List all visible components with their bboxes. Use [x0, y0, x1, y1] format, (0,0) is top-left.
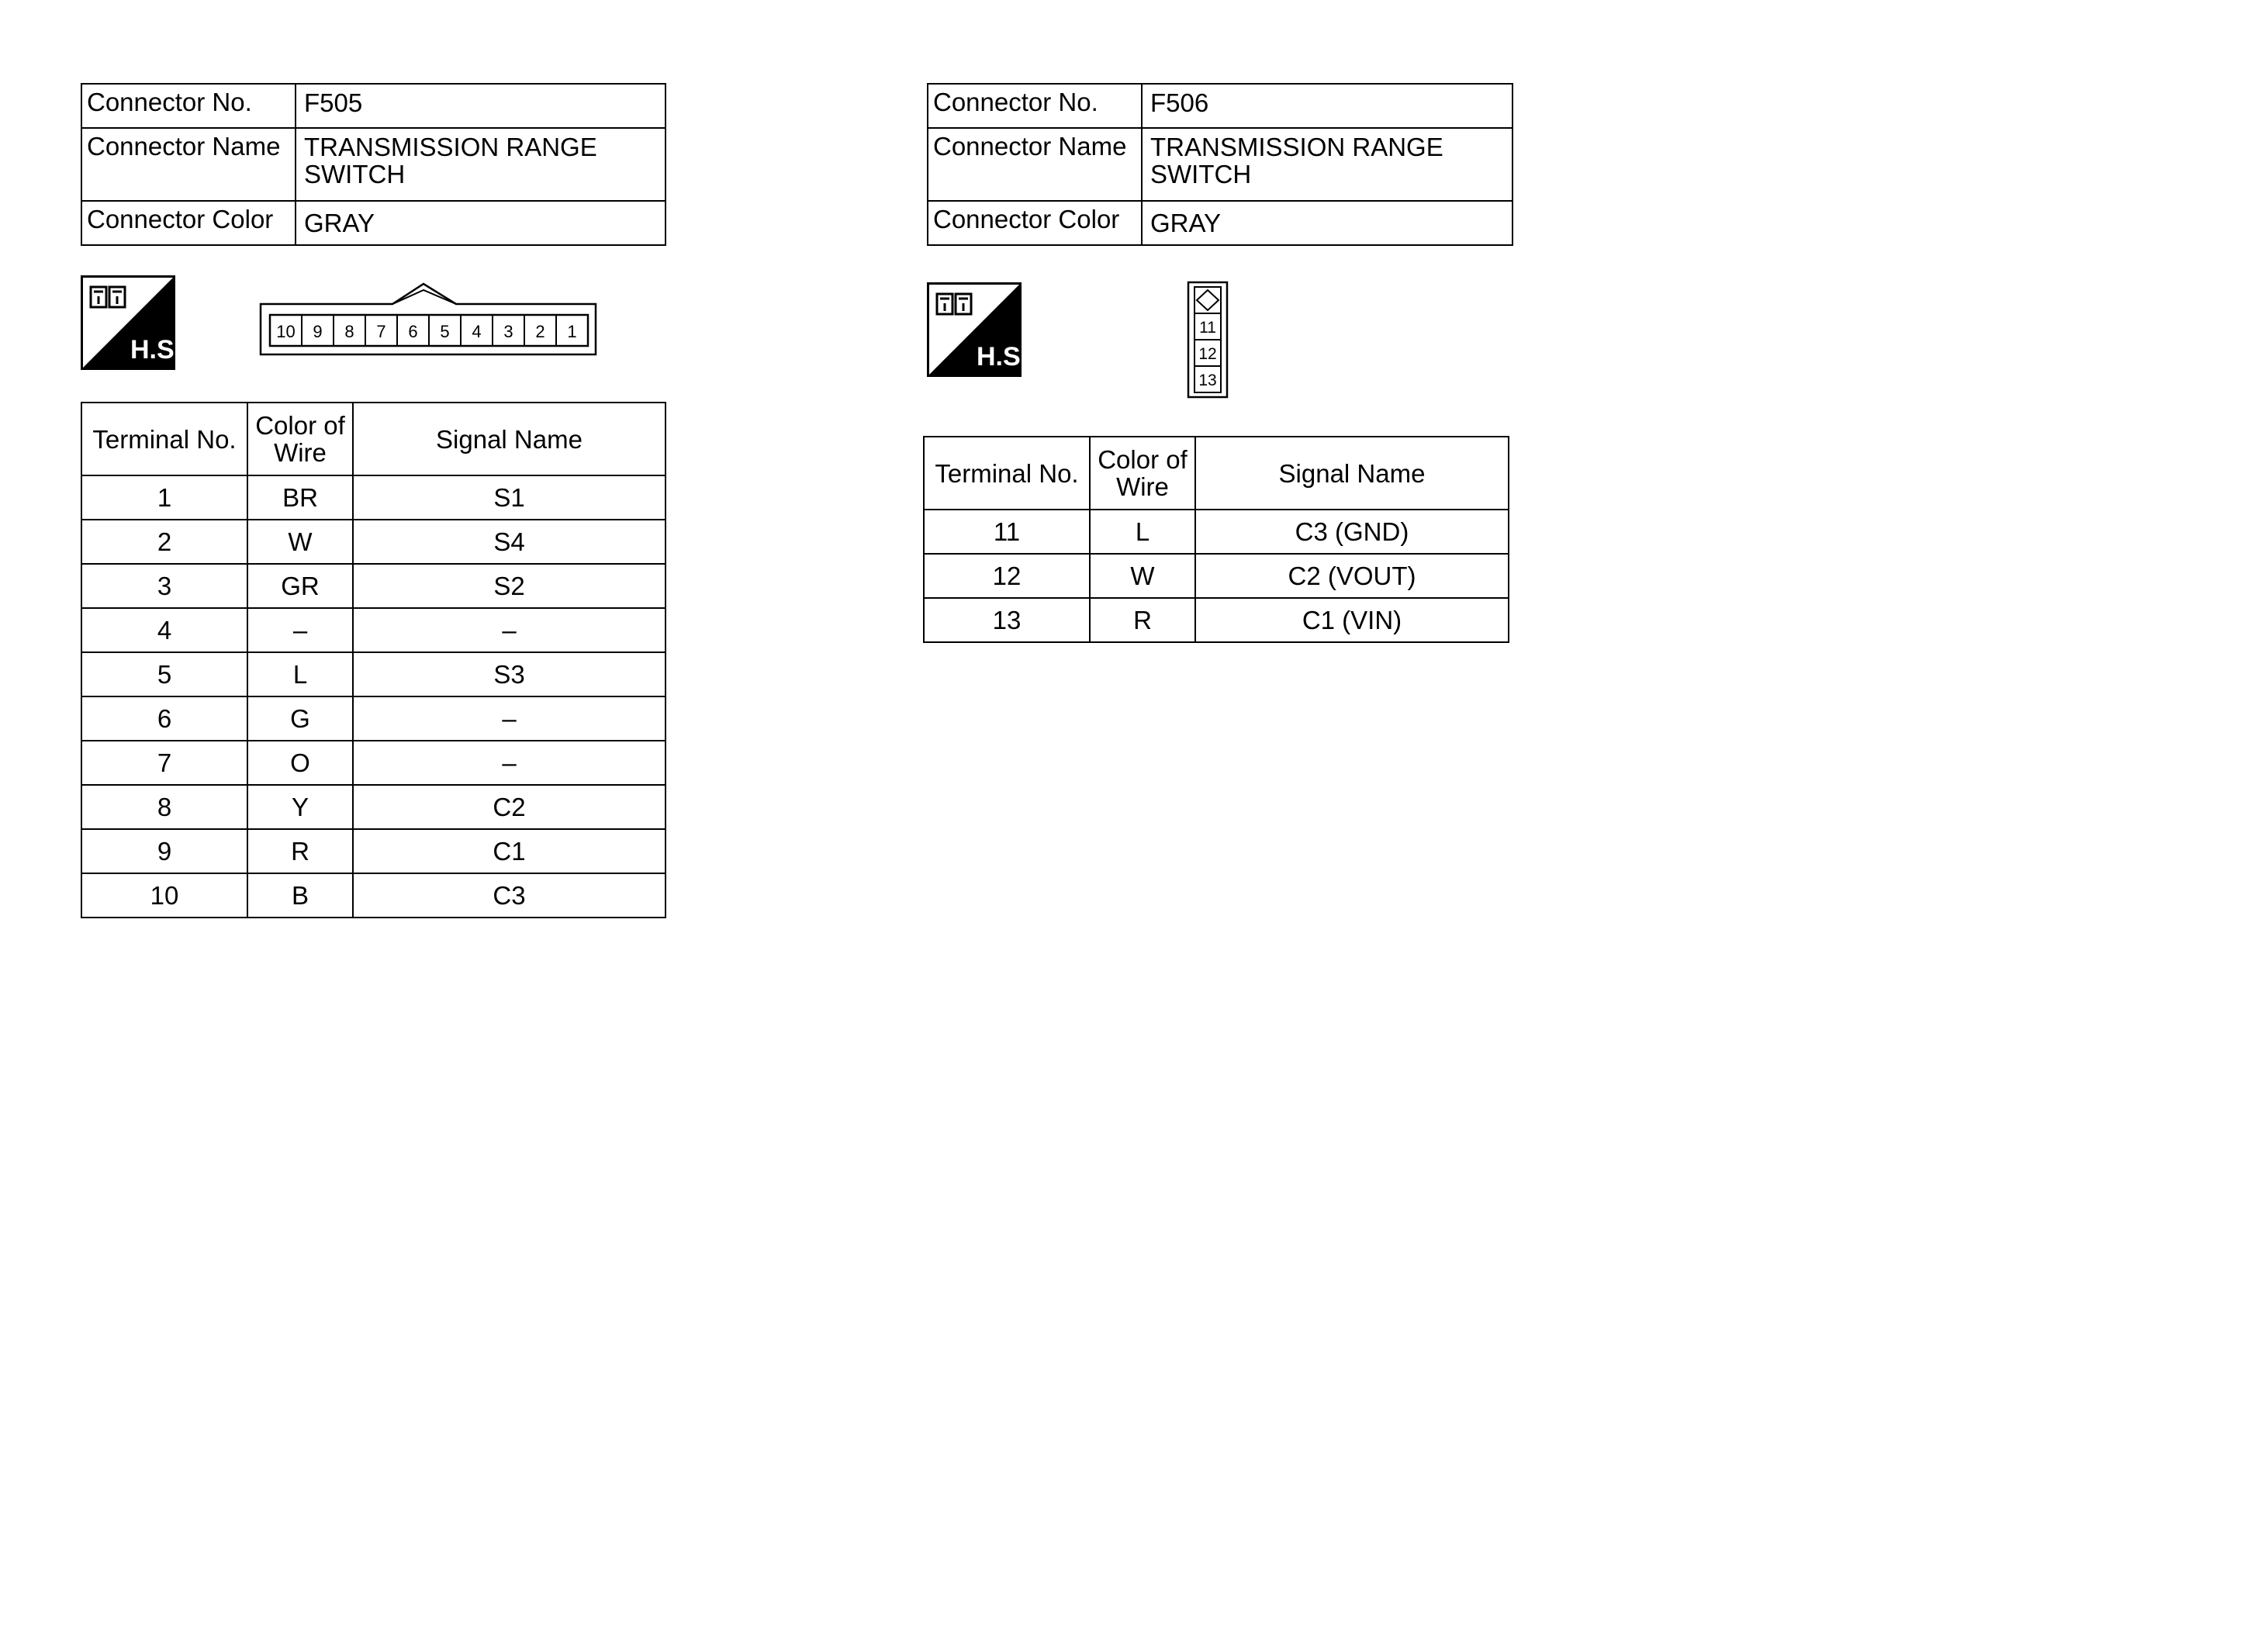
signal-name-header: Signal Name: [1195, 437, 1509, 510]
harness-side-badge: [927, 282, 1029, 377]
badge-text: H.S.: [130, 335, 182, 365]
pin-number: 4: [472, 322, 482, 341]
connector-name-line1: TRANSMISSION RANGE: [304, 133, 597, 161]
signal-name-cell: C1 (VIN): [1195, 598, 1509, 642]
terminal-no-cell: 11: [924, 510, 1090, 554]
terminal-no-header: Terminal No.: [924, 437, 1090, 510]
wire-color-header-line2: Wire: [274, 438, 327, 467]
pin-number: 11: [1199, 319, 1216, 337]
connector-name-value: [296, 128, 666, 201]
terminal-row: [81, 741, 666, 785]
wire-color-cell: W: [1090, 554, 1195, 598]
wire-color-cell: O: [247, 741, 353, 785]
terminal-row: [81, 564, 666, 608]
signal-name-cell: C3: [353, 873, 666, 918]
connector-color-row: [81, 201, 666, 245]
terminal-row: [924, 598, 1509, 642]
connector-no-row: [81, 84, 666, 128]
connector-color-label: Connector Color: [81, 201, 296, 245]
wire-color-cell: –: [247, 608, 353, 652]
connector-name-row: [81, 128, 666, 201]
connector-face-f506: [1187, 281, 1230, 399]
wire-color-header-line2: Wire: [1116, 472, 1169, 501]
connector-color-row: [928, 201, 1513, 245]
wire-color-cell: B: [247, 873, 353, 918]
terminal-no-cell: 12: [924, 554, 1090, 598]
terminal-no-cell: 6: [81, 696, 247, 741]
terminal-row: [924, 554, 1509, 598]
connector-no-row: [928, 84, 1513, 128]
badge-text: H.S.: [976, 342, 1029, 372]
terminal-no-cell: 4: [81, 608, 247, 652]
terminal-row: [81, 608, 666, 652]
connector-name-line2: SWITCH: [1150, 160, 1252, 188]
pin-number: 2: [535, 322, 545, 341]
terminal-header-row: [924, 437, 1509, 510]
connector-name-value: [1142, 128, 1513, 201]
wire-color-cell: G: [247, 696, 353, 741]
connector-name-line1: TRANSMISSION RANGE: [1150, 133, 1443, 161]
connector-no-label: Connector No.: [81, 84, 296, 128]
wire-color-cell: L: [247, 652, 353, 696]
terminal-row: [81, 652, 666, 696]
signal-name-cell: C2: [353, 785, 666, 829]
wire-color-cell: Y: [247, 785, 353, 829]
connector-no-value: F506: [1142, 84, 1513, 128]
pin-number: 12: [1198, 345, 1217, 363]
wire-color-cell: L: [1090, 510, 1195, 554]
wire-color-cell: W: [247, 520, 353, 564]
wire-color-cell: R: [247, 829, 353, 873]
pin-number: 13: [1198, 372, 1217, 389]
signal-name-cell: C2 (VOUT): [1195, 554, 1509, 598]
connector-color-value: GRAY: [1142, 201, 1513, 245]
connector-name-label: Connector Name: [81, 128, 296, 201]
connector-name-row: [928, 128, 1513, 201]
terminal-no-cell: 3: [81, 564, 247, 608]
signal-name-cell: –: [353, 696, 666, 741]
connector-color-value: GRAY: [296, 201, 666, 245]
wire-color-cell: R: [1090, 598, 1195, 642]
pin-number: 7: [376, 322, 386, 341]
terminal-row: [81, 696, 666, 741]
terminal-table-f506: [923, 436, 1509, 643]
wire-color-header-line1: Color of: [255, 411, 345, 440]
terminal-no-cell: 8: [81, 785, 247, 829]
connector-name-line2: SWITCH: [304, 160, 406, 188]
signal-name-cell: –: [353, 741, 666, 785]
terminal-row: [81, 873, 666, 918]
signal-name-cell: S2: [353, 564, 666, 608]
wire-color-header-line1: Color of: [1098, 445, 1188, 474]
wire-color-header: [1090, 437, 1195, 510]
pin-number: 3: [503, 322, 513, 341]
harness-side-badge: [81, 275, 182, 370]
wire-color-cell: BR: [247, 475, 353, 520]
connector-info-table-f505: [81, 83, 666, 246]
pin-number: 10: [276, 322, 296, 341]
harness-side-icon: [83, 278, 182, 372]
terminal-no-cell: 10: [81, 873, 247, 918]
terminal-no-cell: 1: [81, 475, 247, 520]
terminal-no-header: Terminal No.: [81, 403, 247, 475]
terminal-row: [81, 475, 666, 520]
pin-number: 6: [408, 322, 418, 341]
terminal-row: [924, 510, 1509, 554]
terminal-no-cell: 9: [81, 829, 247, 873]
terminal-no-cell: 5: [81, 652, 247, 696]
connector-name-label: Connector Name: [928, 128, 1142, 201]
terminal-row: [81, 785, 666, 829]
connector-color-label: Connector Color: [928, 201, 1142, 245]
signal-name-header: Signal Name: [353, 403, 666, 475]
signal-name-cell: C3 (GND): [1195, 510, 1509, 554]
terminal-no-cell: 2: [81, 520, 247, 564]
terminal-no-cell: 7: [81, 741, 247, 785]
wire-color-cell: GR: [247, 564, 353, 608]
terminal-no-cell: 13: [924, 598, 1090, 642]
terminal-row: [81, 520, 666, 564]
terminal-table-f505: [81, 402, 666, 918]
pin-number: 1: [567, 322, 577, 341]
harness-side-icon: [929, 285, 1029, 379]
signal-name-cell: C1: [353, 829, 666, 873]
terminal-header-row: [81, 403, 666, 475]
connector-info-table-f506: [927, 83, 1513, 246]
signal-name-cell: S4: [353, 520, 666, 564]
connector-face-f505: [259, 281, 597, 358]
pin-number: 5: [440, 322, 450, 341]
signal-name-cell: S1: [353, 475, 666, 520]
pin-number: 9: [313, 322, 323, 341]
connector-no-value: F505: [296, 84, 666, 128]
signal-name-cell: –: [353, 608, 666, 652]
connector-no-label: Connector No.: [928, 84, 1142, 128]
signal-name-cell: S3: [353, 652, 666, 696]
wire-color-header: [247, 403, 353, 475]
terminal-row: [81, 829, 666, 873]
pin-number: 8: [344, 322, 354, 341]
